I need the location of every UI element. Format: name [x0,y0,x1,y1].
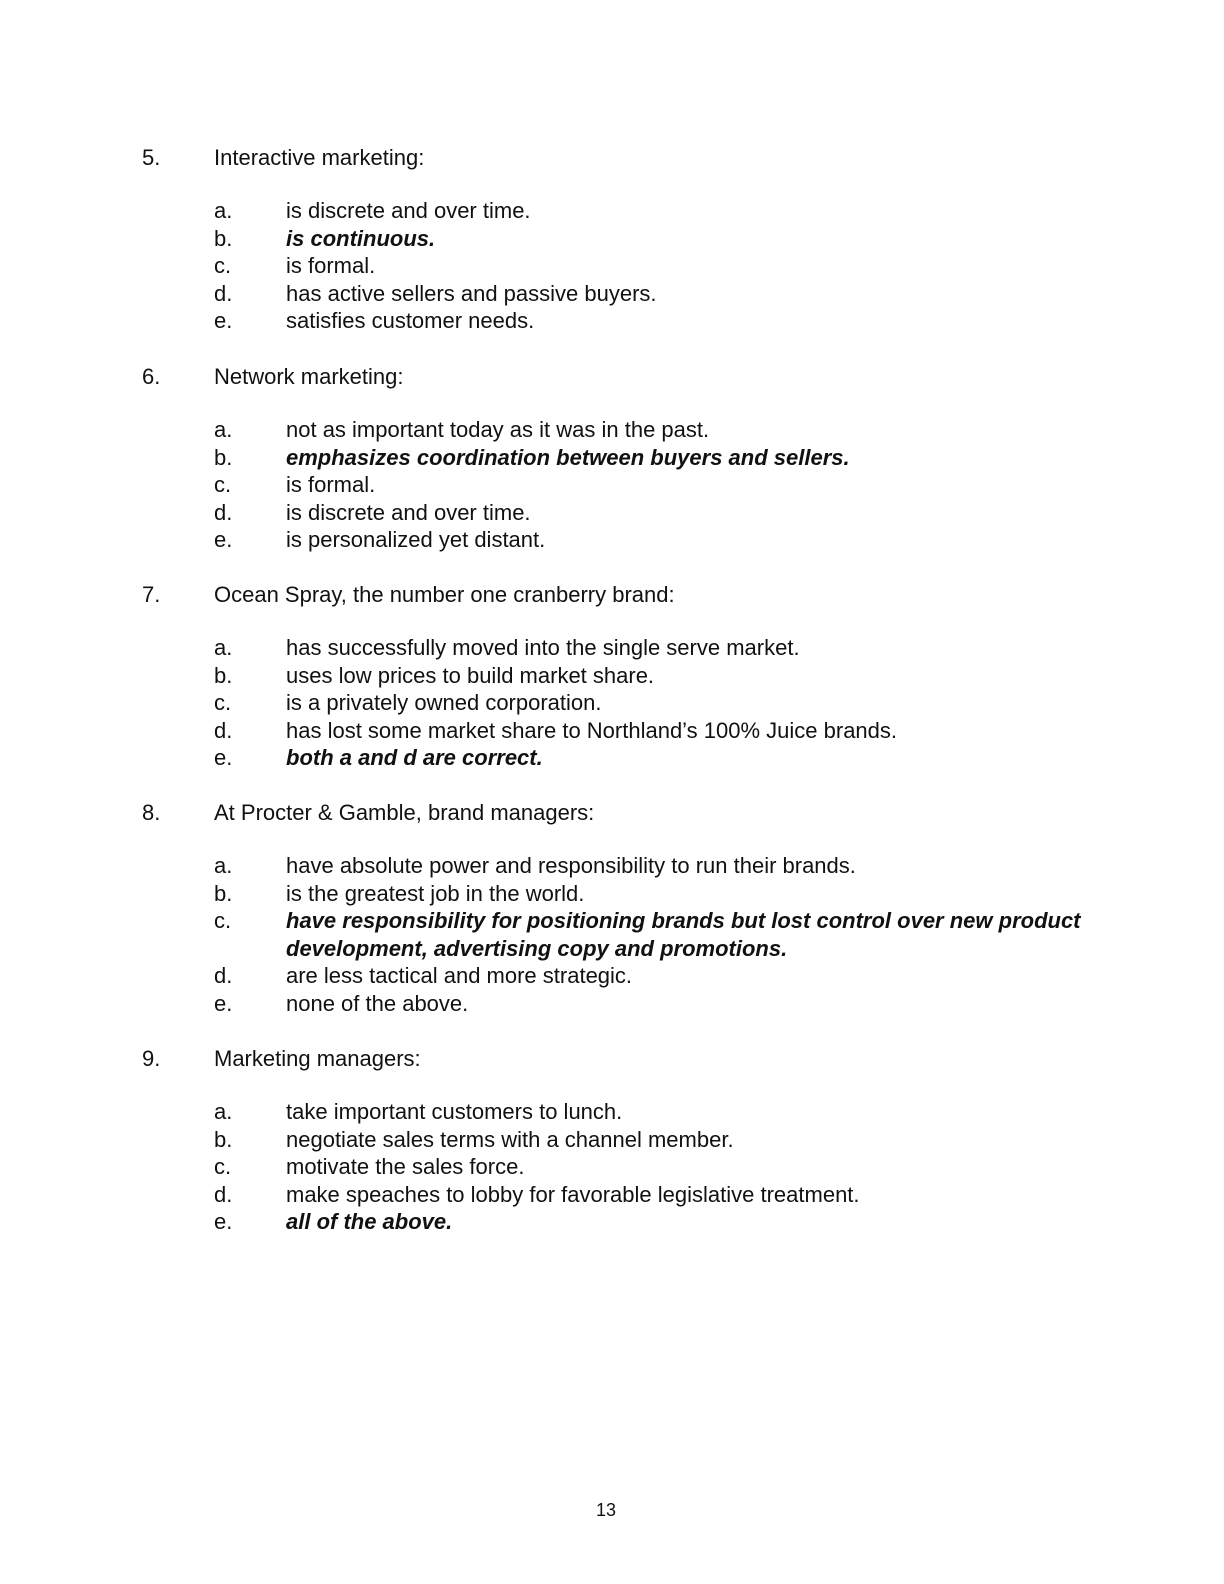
option-letter: e. [214,308,233,333]
option-c-correct [0,907,1224,962]
option-e-correct [0,1208,1224,1236]
option-text: is formal. [286,253,376,278]
option-b-correct [0,225,1224,253]
question-stem [0,580,1224,610]
option-text: both a and d are correct. [286,745,543,770]
option-text: is the greatest job in the world. [286,880,585,906]
option-text: satisfies customer needs. [286,308,535,333]
option-list [0,1098,1224,1236]
question-number: 8. [142,800,161,825]
option-text: have absolute power and responsibility to run their brands. [286,853,856,878]
question-number: 7. [142,582,161,607]
option-b [0,880,1224,908]
option-b-correct [0,444,1224,472]
question-text: Interactive marketing: [214,145,425,170]
option-letter: c. [214,253,232,278]
question-7 [0,580,1224,772]
option-letter: b. [214,662,233,688]
option-text: has active sellers and passive buyers. [286,280,657,306]
option-b [0,662,1224,690]
option-letter: e. [214,745,233,770]
option-e [0,990,1224,1018]
question-number: 9. [142,1046,161,1071]
option-c [0,471,1224,499]
question-text: At Procter & Gamble, brand managers: [214,800,595,825]
option-text: not as important today as it was in the past. [286,417,710,442]
option-text: have responsibility for positioning brands but lost control over new product development, advertising copy and promotions. [286,908,1081,961]
option-text: make speaches to lobby for favorable legislative treatment. [286,1181,860,1207]
option-a [0,1098,1224,1126]
option-c [0,1153,1224,1181]
option-letter: b. [214,444,233,470]
question-stem [0,143,1224,173]
option-text: motivate the sales force. [286,1154,525,1179]
option-d [0,962,1224,990]
option-a [0,416,1224,444]
option-d [0,499,1224,527]
option-a [0,197,1224,225]
question-6 [0,362,1224,554]
option-letter: d. [214,280,233,306]
option-e-correct [0,744,1224,772]
option-letter: b. [214,1126,233,1152]
question-9 [0,1044,1224,1236]
option-c [0,252,1224,280]
option-text: uses low prices to build market share. [286,662,655,688]
option-text: is formal. [286,472,376,497]
question-text: Network marketing: [214,364,404,389]
question-text: Ocean Spray, the number one cranberry brand: [214,582,675,607]
option-text: is discrete and over time. [286,499,531,525]
option-letter: e. [214,527,233,552]
option-text: take important customers to lunch. [286,1099,623,1124]
option-text: all of the above. [286,1209,453,1234]
question-stem [0,798,1224,828]
option-text: none of the above. [286,990,469,1016]
option-letter: a. [214,198,233,223]
question-text: Marketing managers: [214,1046,421,1071]
option-e [0,526,1224,554]
question-5 [0,143,1224,335]
question-number: 5. [142,145,161,170]
option-a [0,852,1224,880]
option-text: is continuous. [286,225,436,251]
option-list [0,634,1224,772]
option-text: emphasizes coordination between buyers and sellers. [286,444,850,470]
option-a [0,634,1224,662]
option-list [0,852,1224,1017]
option-d [0,280,1224,308]
question-stem [0,1044,1224,1074]
question-8 [0,798,1224,1017]
option-text: has lost some market share to Northland’s 100% Juice brands. [286,717,898,743]
option-letter: a. [214,1099,233,1124]
option-d [0,717,1224,745]
option-e [0,307,1224,335]
question-number: 6. [142,364,161,389]
question-stem [0,362,1224,392]
option-list [0,416,1224,554]
option-text: has successfully moved into the single serve market. [286,635,800,660]
option-text: negotiate sales terms with a channel member. [286,1126,734,1152]
option-letter: c. [214,690,232,715]
option-letter: b. [214,880,233,906]
option-text: is discrete and over time. [286,198,531,223]
option-b [0,1126,1224,1154]
option-letter: a. [214,417,233,442]
option-letter: b. [214,225,233,251]
option-letter: c. [214,1154,232,1179]
option-letter: c. [214,472,232,497]
option-letter: c. [214,908,232,933]
option-text: is a privately owned corporation. [286,690,602,715]
option-c [0,689,1224,717]
option-letter: d. [214,963,233,988]
option-d [0,1181,1224,1209]
option-letter: d. [214,499,233,525]
option-letter: d. [214,717,233,743]
option-letter: a. [214,853,233,878]
option-list [0,197,1224,335]
option-letter: e. [214,1209,233,1234]
option-letter: d. [214,1181,233,1207]
option-letter: e. [214,990,233,1016]
option-text: is personalized yet distant. [286,527,546,552]
option-text: are less tactical and more strategic. [286,963,633,988]
page-number: 13 [595,1500,617,1520]
option-letter: a. [214,635,233,660]
